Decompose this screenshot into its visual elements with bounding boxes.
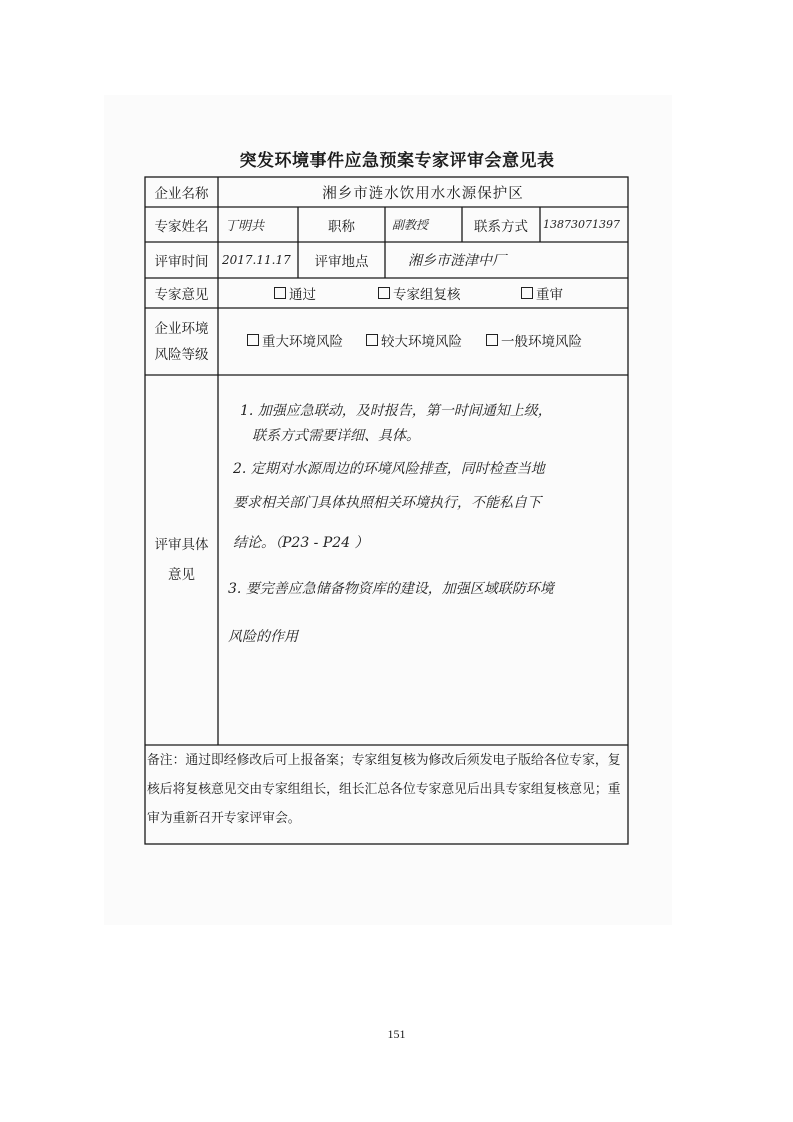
risk-option-major[interactable]: 重大环境风险 [247, 330, 343, 350]
job-title-value: 副教授 [392, 218, 429, 232]
risk-level-label: 企业环境 风险等级 [154, 320, 209, 363]
opinion-line: 联系方式需要详细、具体。 [252, 428, 420, 444]
company-label: 企业名称 [154, 186, 209, 202]
opinion-line: 结论。（P23 - P24 ） [233, 535, 369, 551]
checkbox-icon [247, 334, 259, 346]
opinion-line: 风险的作用 [228, 629, 298, 645]
opinion-option-pass[interactable]: 通过 [274, 283, 316, 303]
form-note: 备注：通过即经修改后可上报备案；专家组复核为修改后须发电子版给各位专家，复核后将复核意见交由专家组组长，组长汇总各位专家意见后出具专家组复核意见；重审为重新召开专家评审会。 [147, 753, 621, 826]
review-time-label: 评审时间 [154, 254, 209, 270]
opinion-option-rereview[interactable]: 重审 [521, 283, 563, 303]
risk-option-larger[interactable]: 较大环境风险 [366, 330, 462, 350]
job-title-label: 职称 [328, 218, 355, 235]
expert-name-value: 丁明共 [225, 219, 265, 234]
opinion-option-recheck[interactable]: 专家组复核 [378, 283, 461, 303]
contact-value: 13873071397 [543, 218, 620, 231]
contact-label: 联系方式 [474, 218, 528, 235]
review-time-value: 2017.11.17 [222, 253, 291, 267]
expert-name-label: 专家姓名 [154, 218, 209, 235]
risk-option-general[interactable]: 一般环境风险 [486, 330, 582, 350]
page-number: 151 [387, 1027, 406, 1041]
opinion-options [218, 278, 628, 308]
opinion-line: 要求相关部门具体执照相关环境执行，不能私自下 [233, 495, 541, 511]
review-place-value: 湘乡市涟津中厂 [408, 253, 506, 269]
opinion-label: 专家意见 [154, 287, 209, 303]
review-place-label: 评审地点 [314, 254, 369, 270]
checkbox-icon [274, 287, 286, 299]
form-title: 突发环境事件应急预案专家评审会意见表 [239, 151, 555, 171]
checkbox-icon [486, 334, 498, 346]
opinion-line: 3. 要完善应急储备物资库的建设，加强区域联防环境 [228, 581, 554, 597]
opinion-line: 1. 加强应急联动，及时报告，第一时间通知上级， [240, 403, 552, 419]
detail-opinion-label: 评审具体 意见 [154, 537, 209, 583]
company-value: 湘乡市涟水饮用水水源保护区 [322, 185, 524, 202]
checkbox-icon [366, 334, 378, 346]
checkbox-icon [378, 287, 390, 299]
checkbox-icon [521, 287, 533, 299]
risk-options [218, 308, 628, 372]
opinion-line: 2. 定期对水源周边的环境风险排查，同时检查当地 [233, 461, 545, 477]
